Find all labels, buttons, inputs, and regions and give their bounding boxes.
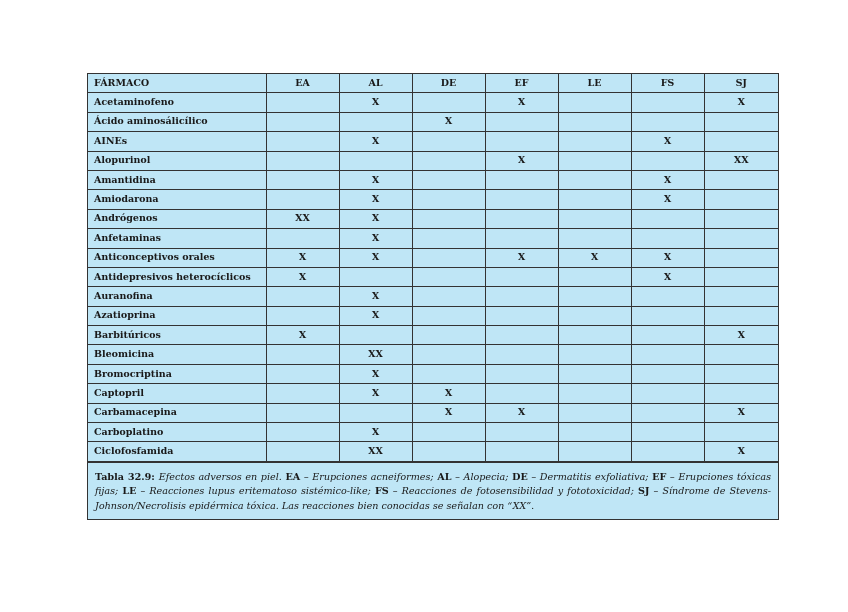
table-row bbox=[88, 248, 778, 267]
effect-mark-cell bbox=[704, 364, 778, 383]
effect-mark-cell bbox=[266, 132, 339, 151]
effect-mark-cell: X bbox=[485, 93, 558, 112]
effect-mark-cell bbox=[558, 442, 631, 461]
effect-mark-cell bbox=[704, 306, 778, 325]
effect-mark-cell bbox=[412, 248, 485, 267]
effect-mark-cell: X bbox=[631, 267, 704, 286]
effect-mark-cell bbox=[412, 151, 485, 170]
effect-mark-cell bbox=[558, 326, 631, 345]
caption-text: – Erupciones tóxicas fijas; bbox=[95, 471, 771, 498]
column-header-le: LE bbox=[558, 74, 631, 93]
table-row bbox=[88, 151, 778, 170]
caption-text: – Erupciones acneiformes; bbox=[300, 471, 438, 483]
drug-name-cell: Acetaminofeno bbox=[88, 93, 266, 112]
effect-mark-cell bbox=[558, 287, 631, 306]
table-row bbox=[88, 403, 778, 422]
effect-mark-cell bbox=[631, 403, 704, 422]
effect-mark-cell bbox=[558, 423, 631, 442]
effect-mark-cell bbox=[485, 267, 558, 286]
table-header bbox=[88, 74, 778, 93]
effect-mark-cell bbox=[485, 423, 558, 442]
effect-mark-cell bbox=[631, 93, 704, 112]
effect-mark-cell bbox=[485, 112, 558, 131]
effect-mark-cell bbox=[266, 112, 339, 131]
effect-mark-cell bbox=[631, 326, 704, 345]
table-body bbox=[88, 93, 778, 461]
header-row bbox=[88, 74, 778, 93]
effect-mark-cell bbox=[412, 442, 485, 461]
effect-mark-cell: X bbox=[266, 248, 339, 267]
effect-mark-cell bbox=[485, 364, 558, 383]
caption-label: FS bbox=[374, 486, 389, 498]
drug-name-cell: Ácido aminosálicílico bbox=[88, 112, 266, 131]
effect-mark-cell: X bbox=[266, 267, 339, 286]
effect-mark-cell: X bbox=[704, 93, 778, 112]
effect-mark-cell: X bbox=[704, 442, 778, 461]
effect-mark-cell bbox=[704, 170, 778, 189]
effect-mark-cell bbox=[266, 403, 339, 422]
effect-mark-cell bbox=[485, 345, 558, 364]
drug-name-cell: Carboplatino bbox=[88, 423, 266, 442]
effect-mark-cell bbox=[339, 403, 412, 422]
caption-label: Tabla 32.9: bbox=[95, 471, 159, 483]
adverse-effects-table bbox=[88, 74, 778, 462]
effect-mark-cell: X bbox=[339, 306, 412, 325]
effect-mark-cell bbox=[631, 345, 704, 364]
effect-mark-cell bbox=[339, 326, 412, 345]
effect-mark-cell bbox=[412, 170, 485, 189]
effect-mark-cell: XX bbox=[266, 209, 339, 228]
effect-mark-cell: X bbox=[266, 326, 339, 345]
effect-mark-cell bbox=[412, 209, 485, 228]
effect-mark-cell: X bbox=[339, 384, 412, 403]
table-row bbox=[88, 423, 778, 442]
effect-mark-cell bbox=[631, 384, 704, 403]
effect-mark-cell bbox=[266, 93, 339, 112]
effect-mark-cell bbox=[485, 306, 558, 325]
effect-mark-cell bbox=[412, 132, 485, 151]
drug-name-cell: Barbitúricos bbox=[88, 326, 266, 345]
caption-label: DE bbox=[512, 471, 528, 483]
effect-mark-cell bbox=[412, 287, 485, 306]
effect-mark-cell bbox=[266, 229, 339, 248]
effect-mark-cell bbox=[704, 112, 778, 131]
effect-mark-cell bbox=[704, 190, 778, 209]
effect-mark-cell: X bbox=[485, 403, 558, 422]
adverse-effects-table-box bbox=[87, 73, 779, 520]
effect-mark-cell bbox=[412, 229, 485, 248]
effect-mark-cell bbox=[412, 326, 485, 345]
effect-mark-cell: X bbox=[704, 326, 778, 345]
drug-name-cell: Auranofina bbox=[88, 287, 266, 306]
caption-text: Efectos adversos en piel. bbox=[158, 471, 286, 483]
table-row bbox=[88, 132, 778, 151]
effect-mark-cell bbox=[339, 112, 412, 131]
effect-mark-cell bbox=[412, 190, 485, 209]
column-header-fs: FS bbox=[631, 74, 704, 93]
effect-mark-cell bbox=[631, 442, 704, 461]
table-row bbox=[88, 209, 778, 228]
effect-mark-cell bbox=[558, 209, 631, 228]
table-row bbox=[88, 112, 778, 131]
effect-mark-cell: X bbox=[631, 170, 704, 189]
caption-text: – Síndrome de Stevens-Johnson/Necrolisis epidérmica tóxica. Las reacciones bien conocidas se señalan con “XX”. bbox=[95, 486, 771, 512]
table-caption bbox=[88, 462, 778, 520]
column-header-sj: SJ bbox=[704, 74, 778, 93]
drug-name-cell: Amantidina bbox=[88, 170, 266, 189]
effect-mark-cell: XX bbox=[339, 442, 412, 461]
drug-name-cell: Bromocriptina bbox=[88, 364, 266, 383]
effect-mark-cell bbox=[485, 132, 558, 151]
drug-name-cell: Bleomicina bbox=[88, 345, 266, 364]
table-row bbox=[88, 364, 778, 383]
effect-mark-cell bbox=[631, 209, 704, 228]
table-row bbox=[88, 306, 778, 325]
caption-text: – Reacciones lupus eritematoso sistémico-like; bbox=[136, 486, 375, 498]
drug-name-cell: Anticonceptivos orales bbox=[88, 248, 266, 267]
effect-mark-cell bbox=[412, 423, 485, 442]
effect-mark-cell bbox=[412, 93, 485, 112]
caption-label: SJ bbox=[638, 486, 650, 498]
effect-mark-cell bbox=[485, 190, 558, 209]
effect-mark-cell bbox=[266, 442, 339, 461]
effect-mark-cell bbox=[339, 151, 412, 170]
effect-mark-cell bbox=[266, 151, 339, 170]
column-header-ef: EF bbox=[485, 74, 558, 93]
caption-label: EA bbox=[285, 471, 301, 483]
table-row bbox=[88, 384, 778, 403]
effect-mark-cell bbox=[631, 306, 704, 325]
table-row bbox=[88, 190, 778, 209]
column-header-farmaco: FÁRMACO bbox=[88, 74, 266, 93]
effect-mark-cell bbox=[339, 267, 412, 286]
effect-mark-cell bbox=[485, 229, 558, 248]
effect-mark-cell bbox=[412, 345, 485, 364]
effect-mark-cell bbox=[558, 306, 631, 325]
caption-text: – Alopecia; bbox=[451, 471, 513, 483]
drug-name-cell: AINEs bbox=[88, 132, 266, 151]
effect-mark-cell bbox=[558, 190, 631, 209]
caption-label: LE bbox=[122, 486, 137, 498]
drug-name-cell: Amiodarona bbox=[88, 190, 266, 209]
effect-mark-cell bbox=[412, 267, 485, 286]
effect-mark-cell bbox=[558, 229, 631, 248]
effect-mark-cell: X bbox=[339, 287, 412, 306]
effect-mark-cell: X bbox=[339, 209, 412, 228]
drug-name-cell: Andrógenos bbox=[88, 209, 266, 228]
effect-mark-cell: X bbox=[412, 112, 485, 131]
caption-label: EF bbox=[652, 471, 667, 483]
effect-mark-cell bbox=[631, 229, 704, 248]
drug-name-cell: Ciclofosfamida bbox=[88, 442, 266, 461]
effect-mark-cell: X bbox=[339, 93, 412, 112]
effect-mark-cell: X bbox=[339, 364, 412, 383]
effect-mark-cell bbox=[631, 423, 704, 442]
effect-mark-cell bbox=[266, 170, 339, 189]
effect-mark-cell bbox=[631, 112, 704, 131]
effect-mark-cell bbox=[558, 364, 631, 383]
effect-mark-cell bbox=[266, 423, 339, 442]
effect-mark-cell bbox=[266, 364, 339, 383]
table-row bbox=[88, 345, 778, 364]
effect-mark-cell bbox=[704, 267, 778, 286]
effect-mark-cell bbox=[704, 132, 778, 151]
effect-mark-cell: X bbox=[631, 132, 704, 151]
drug-name-cell: Azatioprina bbox=[88, 306, 266, 325]
caption-text: – Reacciones de fotosensibilidad y fototoxicidad; bbox=[388, 486, 638, 498]
drug-name-cell: Anfetaminas bbox=[88, 229, 266, 248]
drug-name-cell: Alopurinol bbox=[88, 151, 266, 170]
table-row bbox=[88, 326, 778, 345]
effect-mark-cell bbox=[704, 209, 778, 228]
effect-mark-cell bbox=[558, 403, 631, 422]
effect-mark-cell bbox=[558, 384, 631, 403]
effect-mark-cell: XX bbox=[704, 151, 778, 170]
drug-name-cell: Antidepresivos heterocíclicos bbox=[88, 267, 266, 286]
column-header-al: AL bbox=[339, 74, 412, 93]
table-row bbox=[88, 93, 778, 112]
effect-mark-cell bbox=[704, 229, 778, 248]
effect-mark-cell bbox=[412, 306, 485, 325]
table-row bbox=[88, 287, 778, 306]
effect-mark-cell bbox=[704, 423, 778, 442]
effect-mark-cell: X bbox=[339, 170, 412, 189]
table-row bbox=[88, 229, 778, 248]
effect-mark-cell bbox=[704, 345, 778, 364]
effect-mark-cell: X bbox=[339, 248, 412, 267]
effect-mark-cell bbox=[485, 170, 558, 189]
effect-mark-cell bbox=[704, 287, 778, 306]
effect-mark-cell: XX bbox=[339, 345, 412, 364]
column-header-de: DE bbox=[412, 74, 485, 93]
effect-mark-cell bbox=[558, 170, 631, 189]
effect-mark-cell: X bbox=[339, 229, 412, 248]
effect-mark-cell: X bbox=[485, 151, 558, 170]
effect-mark-cell bbox=[704, 248, 778, 267]
effect-mark-cell: X bbox=[485, 248, 558, 267]
effect-mark-cell: X bbox=[631, 190, 704, 209]
effect-mark-cell bbox=[485, 326, 558, 345]
effect-mark-cell bbox=[485, 442, 558, 461]
effect-mark-cell bbox=[558, 93, 631, 112]
effect-mark-cell bbox=[558, 345, 631, 364]
effect-mark-cell bbox=[558, 267, 631, 286]
effect-mark-cell bbox=[266, 306, 339, 325]
caption-label: AL bbox=[437, 471, 452, 483]
table-row bbox=[88, 267, 778, 286]
drug-name-cell: Captopril bbox=[88, 384, 266, 403]
effect-mark-cell bbox=[266, 287, 339, 306]
effect-mark-cell bbox=[704, 384, 778, 403]
effect-mark-cell bbox=[631, 151, 704, 170]
effect-mark-cell bbox=[485, 384, 558, 403]
effect-mark-cell bbox=[266, 345, 339, 364]
effect-mark-cell bbox=[266, 384, 339, 403]
effect-mark-cell: X bbox=[631, 248, 704, 267]
effect-mark-cell: X bbox=[412, 403, 485, 422]
effect-mark-cell: X bbox=[339, 423, 412, 442]
effect-mark-cell: X bbox=[412, 384, 485, 403]
effect-mark-cell: X bbox=[339, 190, 412, 209]
table-row bbox=[88, 442, 778, 461]
effect-mark-cell: X bbox=[558, 248, 631, 267]
column-header-ea: EA bbox=[266, 74, 339, 93]
table-row bbox=[88, 170, 778, 189]
effect-mark-cell bbox=[558, 132, 631, 151]
effect-mark-cell: X bbox=[339, 132, 412, 151]
effect-mark-cell bbox=[412, 364, 485, 383]
effect-mark-cell bbox=[485, 287, 558, 306]
effect-mark-cell bbox=[558, 151, 631, 170]
drug-name-cell: Carbamacepina bbox=[88, 403, 266, 422]
caption-text: – Dermatitis exfoliativa; bbox=[527, 471, 653, 483]
effect-mark-cell bbox=[485, 209, 558, 228]
effect-mark-cell: X bbox=[704, 403, 778, 422]
effect-mark-cell bbox=[631, 287, 704, 306]
effect-mark-cell bbox=[266, 190, 339, 209]
effect-mark-cell bbox=[631, 364, 704, 383]
effect-mark-cell bbox=[558, 112, 631, 131]
